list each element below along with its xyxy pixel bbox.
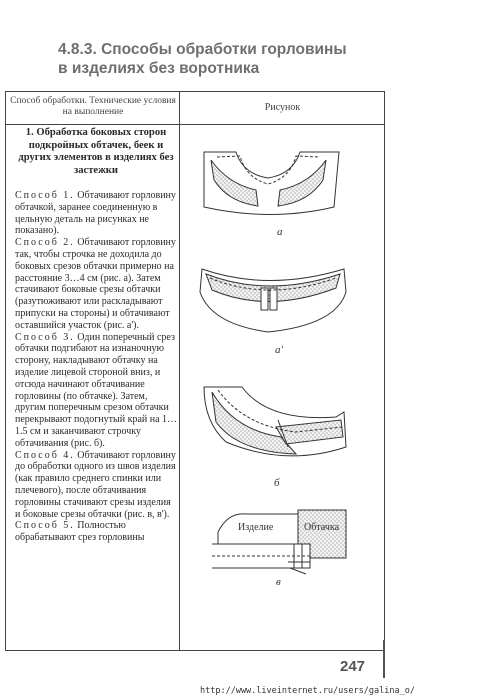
page-title-line2: в изделиях без воротника: [58, 60, 260, 77]
method-3: Способ 3. Один поперечный срез обтачки подгибают на изнаночную сторону, накладывают обтачку на изделие лицевой стороной вниз, и отсюда начинают обтачивание горловины (по обтачке). Затем, другим поперечным срезом обтачки перекрывают подогнутый край на 1…1.5 см и заканчивают строчку обтачивания (рис. б).: [15, 331, 178, 449]
figure-b-drawing: [204, 387, 346, 456]
method-5: Способ 5. Полностью обрабатывают срез горловины: [15, 520, 145, 544]
figure-a-drawing: [204, 152, 339, 215]
label-izdelie: Изделие: [238, 522, 274, 533]
method-1: Способ 1. Обтачивают горловину обтачкой, заранее соединенную в цельную деталь на рисунках не показано).: [15, 190, 176, 237]
method-4: Способ 4. Обтачивают горловину до обработки одного из швов изделия (как правило среднего спинки или плечевого), после обтачивания горловины стачивают срезы изделия и боковые срезы обтачки (рис. в, в').: [15, 449, 176, 520]
method-table: [5, 91, 385, 651]
method-2: Способ 2. Обтачивают горловину так, чтобы строчка не доходила до боковых срезов обтачки примерно на расстояние 3…4 см (рис. а). Затем стачивают боковые срезы обтачки (разутюживают или раскладывают припуски на стороны) и обтачивают оставшийся участок (рис. а').: [15, 237, 176, 331]
page-number-rule: [383, 640, 385, 678]
label-obtachka: Обтачка: [304, 522, 340, 533]
footer-url: http://www.liveinternet.ru/users/galina_o/: [200, 686, 415, 696]
section-title: 1. Обработка боковых сторон подкройных обтачек, беек и других элементов в изделиях без застежки: [18, 127, 174, 176]
figures-illustration: [6, 92, 384, 650]
figure-v-label: в: [276, 576, 281, 588]
table-header-method: Способ обработки. Технические условия на выполнение: [10, 96, 176, 117]
figure-a-prime-drawing: [200, 269, 346, 332]
figure-b-label: б: [274, 477, 280, 489]
page-title-line1: 4.8.3. Способы обработки горловины: [58, 41, 347, 58]
figure-v-drawing: [212, 510, 346, 574]
table-header-figure: Рисунок: [264, 102, 301, 113]
figure-a-label: а: [277, 226, 283, 238]
page-number: 247: [340, 658, 366, 675]
figure-a-prime-label: а': [275, 344, 283, 356]
page-title: [58, 40, 438, 78]
